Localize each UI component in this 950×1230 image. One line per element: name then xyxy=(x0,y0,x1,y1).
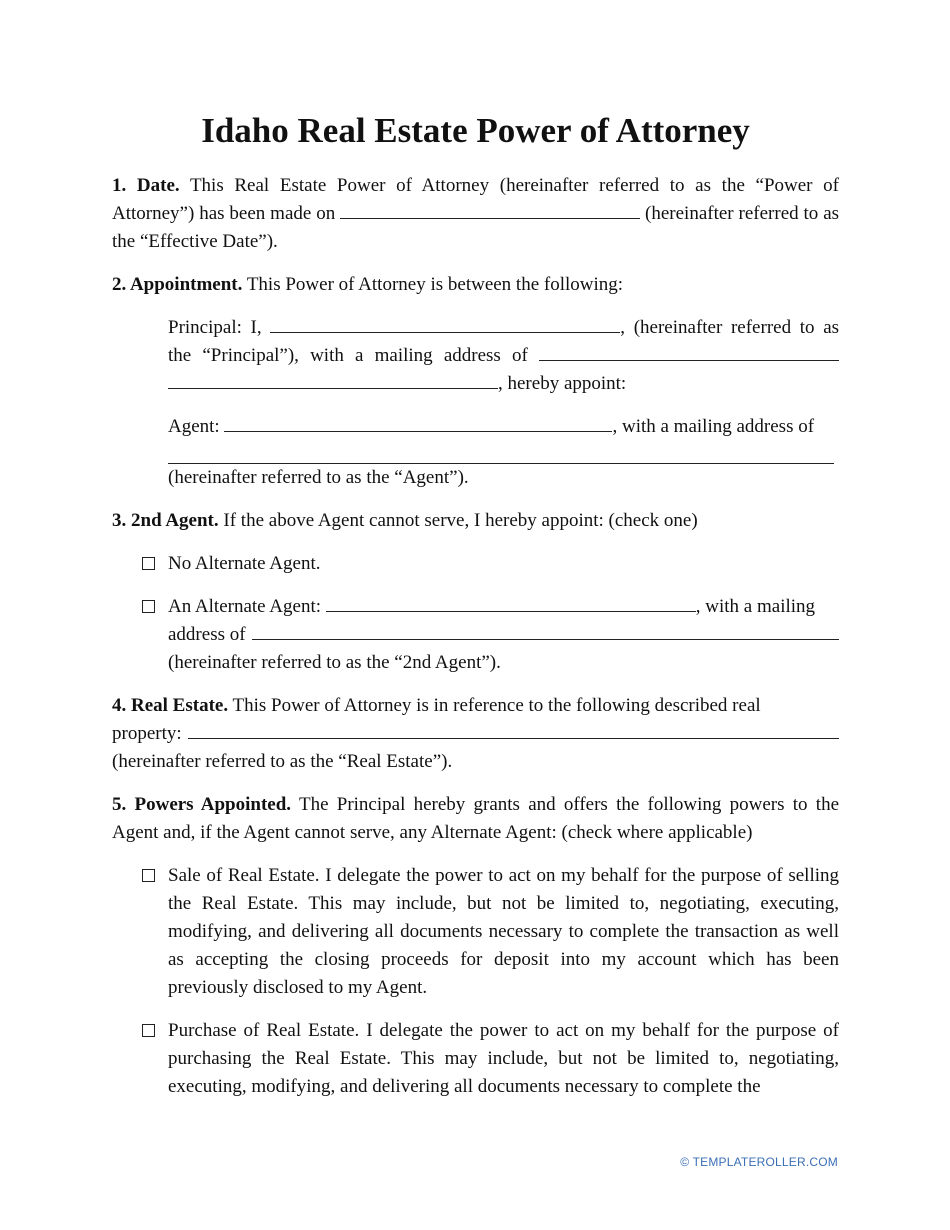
principal-mid: , (hereinafter referred to as the “Principal”), with a mailing address of xyxy=(168,316,840,366)
section-second-agent xyxy=(112,507,839,535)
section-powers-heading: 5. Powers Appointed. xyxy=(112,793,292,815)
section-powers xyxy=(112,791,839,847)
section-date-text: This Real Estate Power of Attorney (hereinafter referred to as the “Power of Attorney”) has been made on xyxy=(112,174,839,224)
document-page xyxy=(112,108,839,1116)
principal-address-field-1[interactable] xyxy=(539,342,839,361)
alternate-agent-suffix: (hereinafter referred to as the “2nd Agent”). xyxy=(168,651,501,673)
property-description-field[interactable] xyxy=(188,720,839,739)
agent-suffix: (hereinafter referred to as the “Agent”). xyxy=(168,466,469,488)
section-powers-text: The Principal hereby grants and offers the following powers to the Agent and, if the Agent cannot serve, any Alternate Agent: (check where applicable) xyxy=(112,793,839,843)
agent-block xyxy=(168,413,839,492)
principal-suffix: , hereby appoint: xyxy=(498,372,627,394)
section-date-heading: 1. Date. xyxy=(112,174,180,196)
alternate-agent-address-field[interactable] xyxy=(252,621,839,640)
section-second-agent-text: If the above Agent cannot serve, I hereby appoint: (check one) xyxy=(223,509,698,531)
alternate-agent-mid: , with a mailing xyxy=(695,595,816,617)
power-purchase-checkbox[interactable] xyxy=(142,1024,155,1037)
principal-name-field[interactable] xyxy=(270,314,620,333)
agent-mid: , with a mailing address of xyxy=(612,415,815,437)
option-no-alternate xyxy=(112,550,839,578)
principal-block xyxy=(168,314,839,398)
no-alternate-checkbox[interactable] xyxy=(142,557,155,570)
principal-address-field-2[interactable] xyxy=(168,370,498,389)
principal-prefix: Principal: I, xyxy=(168,316,262,338)
agent-prefix: Agent: xyxy=(168,415,220,437)
no-alternate-label: No Alternate Agent. xyxy=(168,552,321,574)
effective-date-field[interactable] xyxy=(340,200,640,219)
power-sale-checkbox[interactable] xyxy=(142,869,155,882)
section-second-agent-heading: 3. 2nd Agent. xyxy=(112,509,219,531)
power-purchase-text: Purchase of Real Estate. I delegate the power to act on my behalf for the purpose of purchasing the Real Estate. This may include, but not be limited to, negotiating, executing, modifying, and delivering all documents necessary to complete the xyxy=(168,1019,839,1097)
alternate-agent-address-line xyxy=(168,621,839,649)
section-appointment-heading: 2. Appointment. xyxy=(112,273,243,295)
section-real-estate-suffix: (hereinafter referred to as the “Real Estate”). xyxy=(112,750,453,772)
power-sale-text: Sale of Real Estate. I delegate the power to act on my behalf for the purpose of selling the Real Estate. This may include, but not be limited to, negotiating, executing, modifying, and delivering all documents necessary to complete the transaction as well as accepting the closing proceeds for deposit into my account which has been previously disclosed to my Agent. xyxy=(168,864,839,998)
alternate-agent-address-label: address of xyxy=(168,623,246,645)
alternate-agent-checkbox[interactable] xyxy=(142,600,155,613)
option-alternate-agent xyxy=(112,593,839,677)
section-appointment-text: This Power of Attorney is between the following: xyxy=(246,273,624,295)
power-purchase xyxy=(112,1017,839,1101)
document-title: Idaho Real Estate Power of Attorney xyxy=(201,111,750,150)
section-date-suffix: (hereinafter referred to as the “Effective Date”). xyxy=(112,202,840,252)
section-real-estate-text: This Power of Attorney is in reference to the following described real xyxy=(232,694,761,716)
section-real-estate-heading: 4. Real Estate. xyxy=(112,694,229,716)
agent-address-field[interactable] xyxy=(168,441,834,464)
section-real-estate xyxy=(112,692,839,776)
footer-link[interactable]: © TEMPLATEROLLER.COM xyxy=(680,1155,838,1169)
property-line xyxy=(112,720,839,748)
agent-name-field[interactable] xyxy=(224,413,612,432)
alternate-agent-name-field[interactable] xyxy=(326,593,696,612)
property-label: property: xyxy=(112,722,182,744)
power-sale xyxy=(112,862,839,1002)
section-appointment xyxy=(112,271,839,299)
section-date xyxy=(112,172,839,256)
alternate-agent-prefix: An Alternate Agent: xyxy=(168,595,322,617)
